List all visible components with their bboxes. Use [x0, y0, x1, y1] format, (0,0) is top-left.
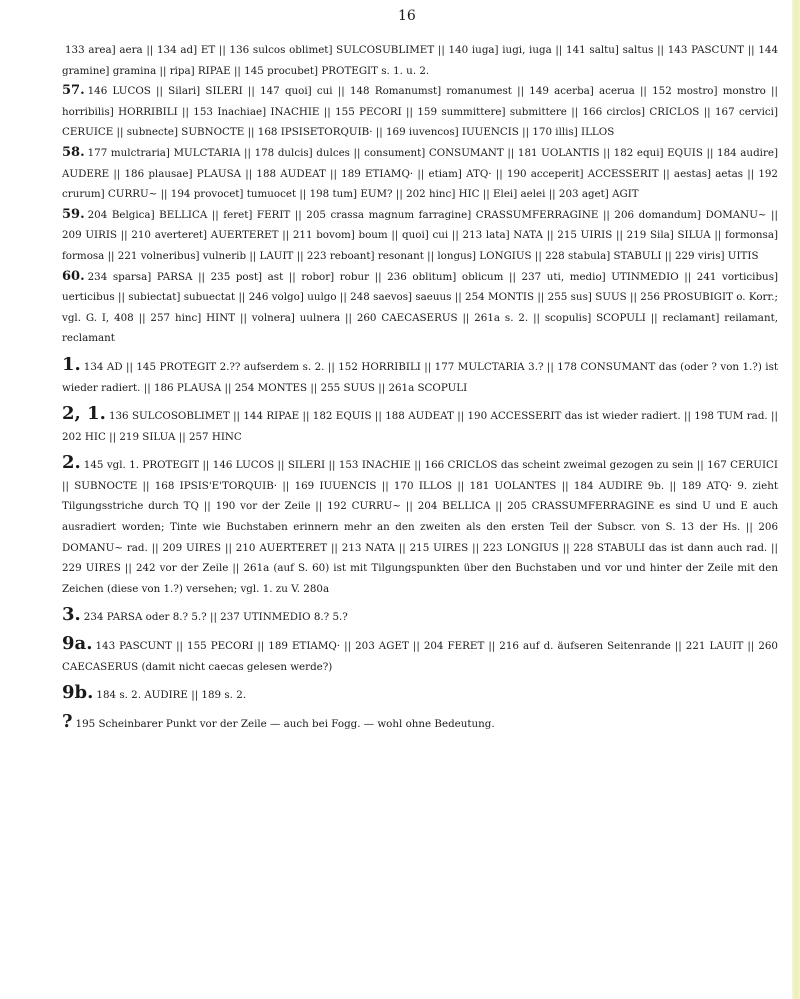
apparatus-entry [62, 453, 778, 599]
apparatus-entry [62, 40, 778, 81]
entry-siglum: 58. [62, 144, 85, 160]
page-edge [792, 0, 800, 999]
entry-siglum: 60. [62, 268, 85, 284]
entry-text: 234 sparsa] PARSA || 235 post] ast || robor] robur || 236 oblitum] oblicum || 237 uti, medio] UTINMEDIO || 241 vorticibus] uerticibus || subiectat] subuectat || 246 volgo] uulgo || 248 saevos] saeuus || 254 MONTIS || 255 sus] SUUS || 256 PROSUBIGIT o. Korr.; vgl. G. I, 408 || 257 hinc] HINT || volnera] uulnera || 260 CAECASERUS || 261a s. 2. || scopulis] SCOPULI || reclamant] reilamant, reclamant [62, 270, 778, 345]
apparatus-entry [62, 355, 778, 398]
entry-text: 195 Scheinbarer Punkt vor der Zeile — auch bei Fogg. — wohl ohne Bedeutung. [75, 717, 495, 730]
apparatus-entry [62, 712, 778, 735]
entry-text: 136 SULCOSOBLIMET || 144 RIPAE || 182 EQUIS || 188 AUDEAT || 190 ACCESSERIT das ist wieder radiert. || 198 TUM rad. || 202 HIC || 219 SILUA || 257 HINC [62, 410, 778, 443]
entry-text: 184 s. 2. AUDIRE || 189 s. 2. [96, 689, 247, 702]
apparatus-entry [62, 605, 778, 628]
apparatus-entry [62, 143, 778, 205]
entry-text: 133 area] aera || 134 ad] ET || 136 sulcos oblimet] SULCOSUBLIMET || 140 iuga] iugi, iuga || 141 saltu] saltus || 143 PASCUNT || 144 gramine] gramina || ripa] RIPAE || 145 procubet] PROTEGIT s. 1. u. 2. [62, 44, 778, 77]
entry-text: 177 mulctraria] MULCTARIA || 178 dulcis] dulces || consument] CONSUMANT || 181 UOLANTIS || 182 equi] EQUIS || 184 audire] AUDERE || 186 plausae] PLAUSA || 188 AUDEAT || 189 ETIAMQ· || etiam] ATQ· || 190 acceperit] ACCESSERIT || aestas] aetas || 192 crurum] CURRU~ || 194 provocet] tumuocet || 198 tum] EUM? || 202 hinc] HIC || Elei] aelei || 203 aget] AGIT [62, 146, 778, 201]
page-number: 16 [398, 8, 416, 24]
entry-siglum: ? [62, 710, 73, 732]
entry-text: 143 PASCUNT || 155 PECORI || 189 ETIAMQ· || 203 AGET || 204 FERET || 216 auf d. äufseren Seitenrande || 221 LAUIT || 260 CAECASERUS (damit nicht caecas gelesen werde?) [62, 640, 778, 673]
entry-siglum: 57. [62, 83, 85, 99]
apparatus-entry [62, 404, 778, 447]
apparatus-entry [62, 205, 778, 267]
entry-text: 145 vgl. 1. PROTEGIT || 146 LUCOS || SILERI || 153 INACHIE || 166 CRICLOS das scheint zweimal gezogen zu sein || 167 CERUICI || SUBNOCTE || 168 IPSIS'E'TORQUIB· || 169 IUUENCIS || 170 ILLOS || 181 UOLANTES || 184 AUDIRE 9b. || 189 ATQ· 9. zieht Tilgungsstriche durch TQ || 190 vor der Zeile || 192 CURRU~ || 204 BELLICA || 205 CRASSUMFERRAGINE es sind U und E auch ausradiert worden; Tinte wie Buchstaben erinnern mehr an den zweiten als den ersten Teil der Subscr. von S. 13 der Hs. || 206 DOMANU~ rad. || 209 UIRES || 210 AUERTERET || 213 NATA || 215 UIRES || 223 LONGIUS || 228 STABULI das ist dann auch rad. || 229 UIRES || 242 vor der Zeile || 261a (auf S. 60) ist mit Tilgungspunkten über den Buchstaben und vor und hinter der Zeile mit den Zeichen (diese von 1.?) versehen; vgl. 1. zu V. 280a [62, 459, 778, 595]
apparatus-text [62, 40, 778, 734]
entry-siglum: 9b. [62, 682, 94, 704]
apparatus-entry [62, 634, 778, 677]
entry-text: 134 AD || 145 PROTEGIT 2.?? aufserdem s. 2. || 152 HORRIBILI || 177 MULCTARIA 3.? || 178 CONSUMANT das (oder ? von 1.?) ist wieder radiert. || 186 PLAUSA || 254 MONTES || 255 SUUS || 261a SCOPULI [62, 360, 778, 394]
entry-siglum: 1. [62, 353, 81, 375]
entry-text: 204 Belgica] BELLICA || feret] FERIT || 205 crassa magnum farragine] CRASSUMFERRAGINE || 206 domandum] DOMANU~ || 209 UIRIS || 210 averteret] AUERTERET || 211 bovom] boum || quoi] cui || 213 lata] NATA || 215 UIRIS || 219 Sila] SILUA || formonsa] formosa || 221 volneribus] vulnerib || LAUIT || 223 reboant] resonant || longus] LONGIUS || 228 stabula] STABULI || 229 viris] UITIS [62, 208, 778, 262]
entry-siglum: 2. [62, 452, 81, 474]
apparatus-entry [62, 267, 778, 349]
entry-siglum: 2, 1. [62, 403, 106, 425]
apparatus-entry [62, 81, 778, 143]
entry-text: 234 PARSA oder 8.? 5.? || 237 UTINMEDIO 8.? 5.? [83, 611, 348, 624]
entry-siglum: 3. [62, 604, 81, 626]
apparatus-entry [62, 683, 778, 706]
entry-text: 146 LUCOS || Silari] SILERI || 147 quoi] cui || 148 Romanumst] romanumest || 149 acerba] acerua || 152 mostro] monstro || horribilis] HORRIBILI || 153 Inachiae] INACHIE || 155 PECORI || 159 summittere] submittere || 166 circlos] CRICLOS || 167 cervici] CERUICE || subnecte] SUBNOCTE || 168 IPSISETORQUIB· || 169 iuvencos] IUUENCIS || 170 illis] ILLOS [62, 85, 778, 139]
entry-siglum: 9a. [62, 633, 93, 655]
entry-siglum: 59. [62, 206, 85, 222]
